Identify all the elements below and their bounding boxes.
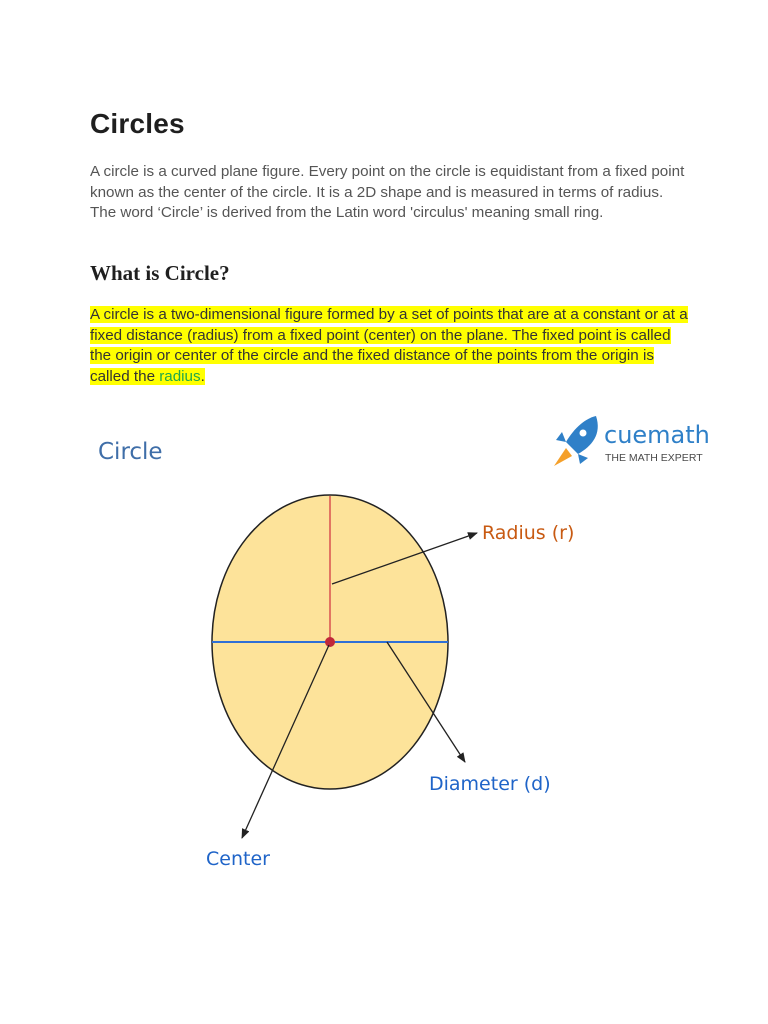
radius-link[interactable]: radius <box>159 368 201 386</box>
diameter-label: Diameter (d) <box>429 773 551 795</box>
section-heading: What is Circle? <box>90 261 230 285</box>
rocket-icon <box>554 416 598 466</box>
center-label: Center <box>206 848 270 870</box>
definition-end: . <box>200 368 205 386</box>
radius-label: Radius (r) <box>482 522 575 544</box>
intro-paragraph: A circle is a curved plane figure. Every point on the circle is equidistant from a fixed point known as the center of the circle. It is a 2D shape and is measured in terms of radius. The word ‘Circle’ is derived from the Latin word 'circulus' meaning small ring. <box>90 163 685 221</box>
brand-tagline: THE MATH EXPERT <box>605 452 703 464</box>
brand-name: cuemath <box>604 421 710 449</box>
center-dot <box>325 637 335 647</box>
page-title: Circles <box>90 108 185 139</box>
cuemath-logo <box>554 416 710 466</box>
diagram-title: Circle <box>98 439 163 465</box>
definition-text: A circle is a two-dimensional figure formed by a set of points that are at a constant or at a fixed distance (radius) from a fixed point (center) on the plane. The fixed point is called the origin or center of the circle and the fixed distance of the points from the origin is called the <box>90 306 688 386</box>
